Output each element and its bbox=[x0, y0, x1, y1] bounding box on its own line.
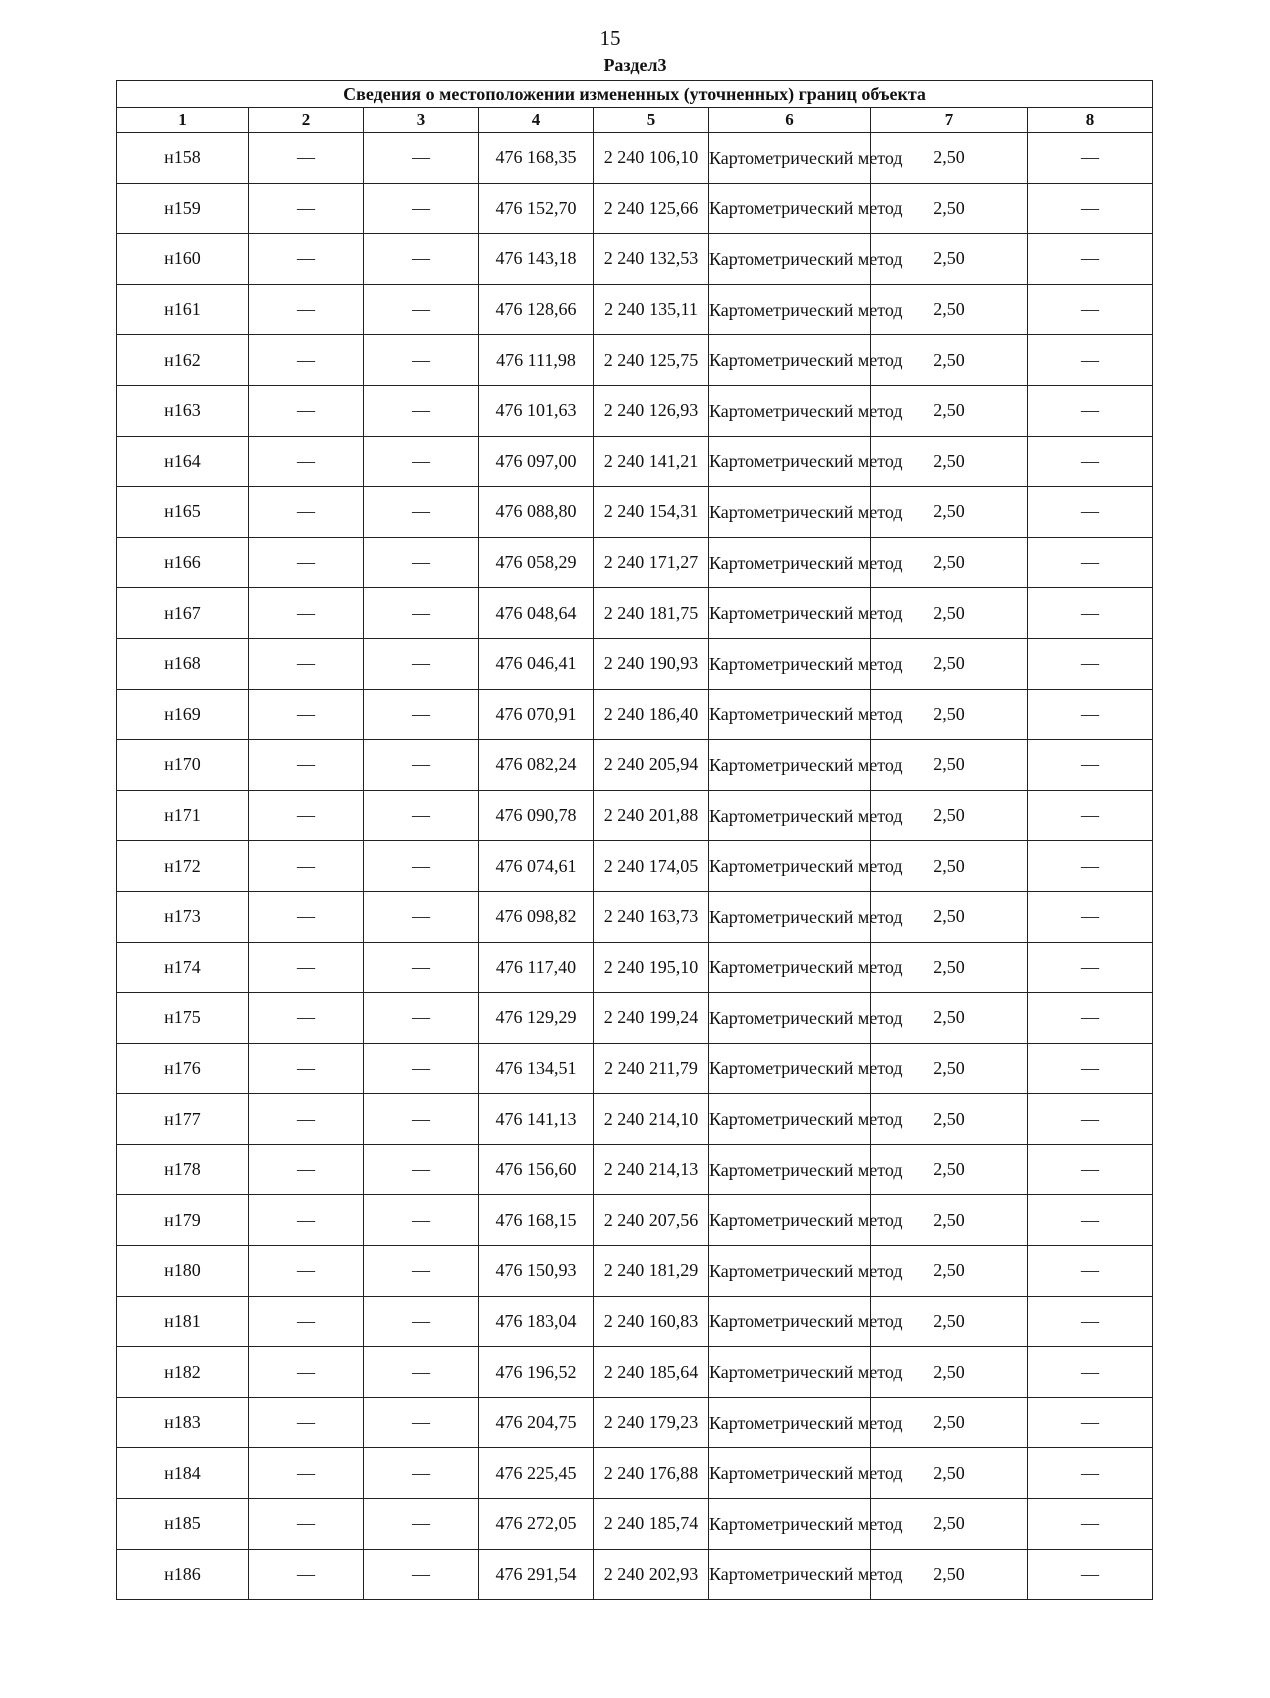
method-cell: Картометрический метод bbox=[709, 841, 871, 892]
accuracy-cell: 2,50 bbox=[871, 891, 1028, 942]
accuracy-cell: 2,50 bbox=[871, 335, 1028, 386]
table-row bbox=[117, 942, 1153, 993]
empty-value-cell: — bbox=[1028, 1499, 1153, 1550]
x-coordinate-cell: 476 168,15 bbox=[479, 1195, 594, 1246]
y-coordinate-cell: 2 240 163,73 bbox=[594, 891, 709, 942]
method-cell: Картометрический метод bbox=[709, 740, 871, 791]
x-coordinate-cell: 476 090,78 bbox=[479, 790, 594, 841]
empty-value-cell: — bbox=[364, 1549, 479, 1600]
y-coordinate-cell: 2 240 141,21 bbox=[594, 436, 709, 487]
empty-value-cell: — bbox=[1028, 183, 1153, 234]
empty-value-cell: — bbox=[364, 740, 479, 791]
x-coordinate-cell: 476 152,70 bbox=[479, 183, 594, 234]
table-row bbox=[117, 1347, 1153, 1398]
empty-value-cell: — bbox=[249, 1397, 364, 1448]
empty-value-cell: — bbox=[1028, 335, 1153, 386]
table-row bbox=[117, 1043, 1153, 1094]
point-name-cell: н175 bbox=[117, 993, 249, 1044]
table-row bbox=[117, 588, 1153, 639]
method-cell: Картометрический метод bbox=[709, 1043, 871, 1094]
table-row bbox=[117, 689, 1153, 740]
empty-value-cell: — bbox=[249, 942, 364, 993]
point-name-cell: н183 bbox=[117, 1397, 249, 1448]
empty-value-cell: — bbox=[364, 183, 479, 234]
empty-value-cell: — bbox=[364, 335, 479, 386]
table-row bbox=[117, 335, 1153, 386]
x-coordinate-cell: 476 046,41 bbox=[479, 638, 594, 689]
empty-value-cell: — bbox=[249, 689, 364, 740]
column-header: 3 bbox=[364, 108, 479, 133]
x-coordinate-cell: 476 156,60 bbox=[479, 1144, 594, 1195]
empty-value-cell: — bbox=[364, 1043, 479, 1094]
point-name-cell: н184 bbox=[117, 1448, 249, 1499]
x-coordinate-cell: 476 117,40 bbox=[479, 942, 594, 993]
empty-value-cell: — bbox=[249, 537, 364, 588]
table-row bbox=[117, 1144, 1153, 1195]
empty-value-cell: — bbox=[249, 638, 364, 689]
accuracy-cell: 2,50 bbox=[871, 1043, 1028, 1094]
y-coordinate-cell: 2 240 181,75 bbox=[594, 588, 709, 639]
empty-value-cell: — bbox=[249, 335, 364, 386]
table-row bbox=[117, 385, 1153, 436]
x-coordinate-cell: 476 129,29 bbox=[479, 993, 594, 1044]
point-name-cell: н186 bbox=[117, 1549, 249, 1600]
y-coordinate-cell: 2 240 125,66 bbox=[594, 183, 709, 234]
empty-value-cell: — bbox=[249, 1094, 364, 1145]
y-coordinate-cell: 2 240 202,93 bbox=[594, 1549, 709, 1600]
column-header: 1 bbox=[117, 108, 249, 133]
table-row bbox=[117, 133, 1153, 184]
x-coordinate-cell: 476 141,13 bbox=[479, 1094, 594, 1145]
y-coordinate-cell: 2 240 179,23 bbox=[594, 1397, 709, 1448]
table-row bbox=[117, 1448, 1153, 1499]
empty-value-cell: — bbox=[249, 1296, 364, 1347]
point-name-cell: н178 bbox=[117, 1144, 249, 1195]
empty-value-cell: — bbox=[364, 841, 479, 892]
accuracy-cell: 2,50 bbox=[871, 638, 1028, 689]
empty-value-cell: — bbox=[364, 133, 479, 184]
table-row bbox=[117, 487, 1153, 538]
table-row bbox=[117, 1195, 1153, 1246]
accuracy-cell: 2,50 bbox=[871, 234, 1028, 285]
method-cell: Картометрический метод bbox=[709, 891, 871, 942]
accuracy-cell: 2,50 bbox=[871, 385, 1028, 436]
x-coordinate-cell: 476 168,35 bbox=[479, 133, 594, 184]
accuracy-cell: 2,50 bbox=[871, 487, 1028, 538]
method-cell: Картометрический метод bbox=[709, 1549, 871, 1600]
table-row bbox=[117, 284, 1153, 335]
accuracy-cell: 2,50 bbox=[871, 1144, 1028, 1195]
method-cell: Картометрический метод bbox=[709, 1246, 871, 1297]
method-cell: Картометрический метод bbox=[709, 689, 871, 740]
y-coordinate-cell: 2 240 185,64 bbox=[594, 1347, 709, 1398]
point-name-cell: н158 bbox=[117, 133, 249, 184]
empty-value-cell: — bbox=[249, 385, 364, 436]
boundary-coordinates-table bbox=[116, 80, 1153, 1600]
x-coordinate-cell: 476 143,18 bbox=[479, 234, 594, 285]
empty-value-cell: — bbox=[1028, 588, 1153, 639]
accuracy-cell: 2,50 bbox=[871, 1246, 1028, 1297]
empty-value-cell: — bbox=[364, 1195, 479, 1246]
empty-value-cell: — bbox=[1028, 1144, 1153, 1195]
point-name-cell: н172 bbox=[117, 841, 249, 892]
point-name-cell: н177 bbox=[117, 1094, 249, 1145]
empty-value-cell: — bbox=[364, 234, 479, 285]
empty-value-cell: — bbox=[364, 1144, 479, 1195]
point-name-cell: н164 bbox=[117, 436, 249, 487]
y-coordinate-cell: 2 240 132,53 bbox=[594, 234, 709, 285]
empty-value-cell: — bbox=[1028, 1549, 1153, 1600]
point-name-cell: н166 bbox=[117, 537, 249, 588]
accuracy-cell: 2,50 bbox=[871, 1094, 1028, 1145]
method-cell: Картометрический метод bbox=[709, 942, 871, 993]
table-caption-row bbox=[117, 81, 1153, 108]
accuracy-cell: 2,50 bbox=[871, 841, 1028, 892]
empty-value-cell: — bbox=[249, 1499, 364, 1550]
empty-value-cell: — bbox=[249, 1448, 364, 1499]
table-row bbox=[117, 740, 1153, 791]
accuracy-cell: 2,50 bbox=[871, 1549, 1028, 1600]
x-coordinate-cell: 476 088,80 bbox=[479, 487, 594, 538]
method-cell: Картометрический метод bbox=[709, 284, 871, 335]
column-header: 8 bbox=[1028, 108, 1153, 133]
x-coordinate-cell: 476 196,52 bbox=[479, 1347, 594, 1398]
accuracy-cell: 2,50 bbox=[871, 1195, 1028, 1246]
point-name-cell: н162 bbox=[117, 335, 249, 386]
empty-value-cell: — bbox=[1028, 284, 1153, 335]
x-coordinate-cell: 476 097,00 bbox=[479, 436, 594, 487]
empty-value-cell: — bbox=[1028, 436, 1153, 487]
empty-value-cell: — bbox=[249, 1246, 364, 1297]
point-name-cell: н176 bbox=[117, 1043, 249, 1094]
method-cell: Картометрический метод bbox=[709, 335, 871, 386]
empty-value-cell: — bbox=[249, 841, 364, 892]
empty-value-cell: — bbox=[1028, 993, 1153, 1044]
point-name-cell: н161 bbox=[117, 284, 249, 335]
point-name-cell: н180 bbox=[117, 1246, 249, 1297]
empty-value-cell: — bbox=[1028, 942, 1153, 993]
method-cell: Картометрический метод bbox=[709, 1094, 871, 1145]
table-row bbox=[117, 790, 1153, 841]
y-coordinate-cell: 2 240 171,27 bbox=[594, 537, 709, 588]
empty-value-cell: — bbox=[364, 993, 479, 1044]
method-cell: Картометрический метод bbox=[709, 1195, 871, 1246]
method-cell: Картометрический метод bbox=[709, 133, 871, 184]
table-row bbox=[117, 1246, 1153, 1297]
accuracy-cell: 2,50 bbox=[871, 993, 1028, 1044]
method-cell: Картометрический метод bbox=[709, 638, 871, 689]
x-coordinate-cell: 476 048,64 bbox=[479, 588, 594, 639]
point-name-cell: н170 bbox=[117, 740, 249, 791]
empty-value-cell: — bbox=[1028, 1195, 1153, 1246]
empty-value-cell: — bbox=[364, 942, 479, 993]
accuracy-cell: 2,50 bbox=[871, 133, 1028, 184]
point-name-cell: н181 bbox=[117, 1296, 249, 1347]
accuracy-cell: 2,50 bbox=[871, 1499, 1028, 1550]
accuracy-cell: 2,50 bbox=[871, 1397, 1028, 1448]
empty-value-cell: — bbox=[249, 1043, 364, 1094]
method-cell: Картометрический метод bbox=[709, 487, 871, 538]
accuracy-cell: 2,50 bbox=[871, 689, 1028, 740]
empty-value-cell: — bbox=[364, 487, 479, 538]
empty-value-cell: — bbox=[364, 1448, 479, 1499]
y-coordinate-cell: 2 240 211,79 bbox=[594, 1043, 709, 1094]
empty-value-cell: — bbox=[249, 234, 364, 285]
empty-value-cell: — bbox=[249, 1347, 364, 1398]
empty-value-cell: — bbox=[249, 133, 364, 184]
y-coordinate-cell: 2 240 176,88 bbox=[594, 1448, 709, 1499]
x-coordinate-cell: 476 082,24 bbox=[479, 740, 594, 791]
empty-value-cell: — bbox=[364, 436, 479, 487]
table-row bbox=[117, 1094, 1153, 1145]
point-name-cell: н171 bbox=[117, 790, 249, 841]
x-coordinate-cell: 476 291,54 bbox=[479, 1549, 594, 1600]
point-name-cell: н169 bbox=[117, 689, 249, 740]
empty-value-cell: — bbox=[364, 1246, 479, 1297]
empty-value-cell: — bbox=[1028, 638, 1153, 689]
y-coordinate-cell: 2 240 201,88 bbox=[594, 790, 709, 841]
empty-value-cell: — bbox=[249, 891, 364, 942]
y-coordinate-cell: 2 240 125,75 bbox=[594, 335, 709, 386]
accuracy-cell: 2,50 bbox=[871, 790, 1028, 841]
empty-value-cell: — bbox=[364, 1347, 479, 1398]
x-coordinate-cell: 476 098,82 bbox=[479, 891, 594, 942]
y-coordinate-cell: 2 240 106,10 bbox=[594, 133, 709, 184]
y-coordinate-cell: 2 240 214,13 bbox=[594, 1144, 709, 1195]
empty-value-cell: — bbox=[364, 284, 479, 335]
empty-value-cell: — bbox=[249, 1144, 364, 1195]
accuracy-cell: 2,50 bbox=[871, 284, 1028, 335]
x-coordinate-cell: 476 128,66 bbox=[479, 284, 594, 335]
method-cell: Картометрический метод bbox=[709, 1347, 871, 1398]
empty-value-cell: — bbox=[364, 891, 479, 942]
point-name-cell: н167 bbox=[117, 588, 249, 639]
column-number-row bbox=[117, 108, 1153, 133]
empty-value-cell: — bbox=[364, 1499, 479, 1550]
accuracy-cell: 2,50 bbox=[871, 740, 1028, 791]
empty-value-cell: — bbox=[1028, 487, 1153, 538]
method-cell: Картометрический метод bbox=[709, 1448, 871, 1499]
method-cell: Картометрический метод bbox=[709, 993, 871, 1044]
point-name-cell: н182 bbox=[117, 1347, 249, 1398]
y-coordinate-cell: 2 240 126,93 bbox=[594, 385, 709, 436]
x-coordinate-cell: 476 070,91 bbox=[479, 689, 594, 740]
x-coordinate-cell: 476 101,63 bbox=[479, 385, 594, 436]
point-name-cell: н165 bbox=[117, 487, 249, 538]
empty-value-cell: — bbox=[364, 588, 479, 639]
empty-value-cell: — bbox=[249, 284, 364, 335]
table-row bbox=[117, 436, 1153, 487]
empty-value-cell: — bbox=[1028, 133, 1153, 184]
empty-value-cell: — bbox=[1028, 1397, 1153, 1448]
method-cell: Картометрический метод bbox=[709, 234, 871, 285]
table-row bbox=[117, 537, 1153, 588]
empty-value-cell: — bbox=[364, 790, 479, 841]
empty-value-cell: — bbox=[1028, 1296, 1153, 1347]
table-row bbox=[117, 234, 1153, 285]
accuracy-cell: 2,50 bbox=[871, 537, 1028, 588]
table-row bbox=[117, 993, 1153, 1044]
point-name-cell: н168 bbox=[117, 638, 249, 689]
column-header: 4 bbox=[479, 108, 594, 133]
table-row bbox=[117, 891, 1153, 942]
y-coordinate-cell: 2 240 190,93 bbox=[594, 638, 709, 689]
table-row bbox=[117, 841, 1153, 892]
empty-value-cell: — bbox=[1028, 537, 1153, 588]
empty-value-cell: — bbox=[249, 183, 364, 234]
y-coordinate-cell: 2 240 186,40 bbox=[594, 689, 709, 740]
empty-value-cell: — bbox=[1028, 689, 1153, 740]
x-coordinate-cell: 476 272,05 bbox=[479, 1499, 594, 1550]
y-coordinate-cell: 2 240 205,94 bbox=[594, 740, 709, 791]
y-coordinate-cell: 2 240 214,10 bbox=[594, 1094, 709, 1145]
empty-value-cell: — bbox=[1028, 1347, 1153, 1398]
empty-value-cell: — bbox=[1028, 1043, 1153, 1094]
point-name-cell: н159 bbox=[117, 183, 249, 234]
empty-value-cell: — bbox=[249, 993, 364, 1044]
empty-value-cell: — bbox=[249, 588, 364, 639]
empty-value-cell: — bbox=[1028, 790, 1153, 841]
empty-value-cell: — bbox=[364, 1094, 479, 1145]
y-coordinate-cell: 2 240 185,74 bbox=[594, 1499, 709, 1550]
section-title: Раздел3 bbox=[603, 55, 667, 75]
x-coordinate-cell: 476 204,75 bbox=[479, 1397, 594, 1448]
page-number: 15 bbox=[599, 26, 621, 50]
table-row bbox=[117, 638, 1153, 689]
x-coordinate-cell: 476 183,04 bbox=[479, 1296, 594, 1347]
point-name-cell: н179 bbox=[117, 1195, 249, 1246]
x-coordinate-cell: 476 225,45 bbox=[479, 1448, 594, 1499]
column-header: 6 bbox=[709, 108, 871, 133]
y-coordinate-cell: 2 240 207,56 bbox=[594, 1195, 709, 1246]
empty-value-cell: — bbox=[364, 1397, 479, 1448]
accuracy-cell: 2,50 bbox=[871, 183, 1028, 234]
point-name-cell: н185 bbox=[117, 1499, 249, 1550]
x-coordinate-cell: 476 058,29 bbox=[479, 537, 594, 588]
table-row bbox=[117, 1549, 1153, 1600]
empty-value-cell: — bbox=[1028, 234, 1153, 285]
empty-value-cell: — bbox=[249, 1195, 364, 1246]
empty-value-cell: — bbox=[364, 537, 479, 588]
empty-value-cell: — bbox=[249, 790, 364, 841]
empty-value-cell: — bbox=[249, 740, 364, 791]
accuracy-cell: 2,50 bbox=[871, 588, 1028, 639]
y-coordinate-cell: 2 240 135,11 bbox=[594, 284, 709, 335]
y-coordinate-cell: 2 240 195,10 bbox=[594, 942, 709, 993]
y-coordinate-cell: 2 240 199,24 bbox=[594, 993, 709, 1044]
empty-value-cell: — bbox=[1028, 1448, 1153, 1499]
method-cell: Картометрический метод bbox=[709, 183, 871, 234]
empty-value-cell: — bbox=[364, 689, 479, 740]
x-coordinate-cell: 476 150,93 bbox=[479, 1246, 594, 1297]
empty-value-cell: — bbox=[249, 487, 364, 538]
y-coordinate-cell: 2 240 174,05 bbox=[594, 841, 709, 892]
method-cell: Картометрический метод bbox=[709, 1296, 871, 1347]
point-name-cell: н160 bbox=[117, 234, 249, 285]
table-row bbox=[117, 1499, 1153, 1550]
accuracy-cell: 2,50 bbox=[871, 1448, 1028, 1499]
x-coordinate-cell: 476 111,98 bbox=[479, 335, 594, 386]
method-cell: Картометрический метод bbox=[709, 588, 871, 639]
empty-value-cell: — bbox=[1028, 1094, 1153, 1145]
accuracy-cell: 2,50 bbox=[871, 1296, 1028, 1347]
table-caption: Сведения о местоположении измененных (уточненных) границ объекта bbox=[117, 81, 1153, 108]
point-name-cell: н173 bbox=[117, 891, 249, 942]
method-cell: Картометрический метод bbox=[709, 436, 871, 487]
accuracy-cell: 2,50 bbox=[871, 1347, 1028, 1398]
method-cell: Картометрический метод bbox=[709, 1499, 871, 1550]
empty-value-cell: — bbox=[1028, 841, 1153, 892]
y-coordinate-cell: 2 240 160,83 bbox=[594, 1296, 709, 1347]
empty-value-cell: — bbox=[1028, 891, 1153, 942]
empty-value-cell: — bbox=[364, 385, 479, 436]
x-coordinate-cell: 476 074,61 bbox=[479, 841, 594, 892]
x-coordinate-cell: 476 134,51 bbox=[479, 1043, 594, 1094]
method-cell: Картометрический метод bbox=[709, 1397, 871, 1448]
point-name-cell: н174 bbox=[117, 942, 249, 993]
empty-value-cell: — bbox=[1028, 740, 1153, 791]
empty-value-cell: — bbox=[249, 436, 364, 487]
table-body bbox=[117, 81, 1153, 1600]
method-cell: Картометрический метод bbox=[709, 385, 871, 436]
y-coordinate-cell: 2 240 181,29 bbox=[594, 1246, 709, 1297]
y-coordinate-cell: 2 240 154,31 bbox=[594, 487, 709, 538]
method-cell: Картометрический метод bbox=[709, 1144, 871, 1195]
table-row bbox=[117, 183, 1153, 234]
table-row bbox=[117, 1397, 1153, 1448]
column-header: 2 bbox=[249, 108, 364, 133]
empty-value-cell: — bbox=[1028, 385, 1153, 436]
point-name-cell: н163 bbox=[117, 385, 249, 436]
empty-value-cell: — bbox=[249, 1549, 364, 1600]
empty-value-cell: — bbox=[364, 638, 479, 689]
method-cell: Картометрический метод bbox=[709, 537, 871, 588]
accuracy-cell: 2,50 bbox=[871, 942, 1028, 993]
method-cell: Картометрический метод bbox=[709, 790, 871, 841]
column-header: 7 bbox=[871, 108, 1028, 133]
column-header: 5 bbox=[594, 108, 709, 133]
table-row bbox=[117, 1296, 1153, 1347]
empty-value-cell: — bbox=[1028, 1246, 1153, 1297]
accuracy-cell: 2,50 bbox=[871, 436, 1028, 487]
empty-value-cell: — bbox=[364, 1296, 479, 1347]
